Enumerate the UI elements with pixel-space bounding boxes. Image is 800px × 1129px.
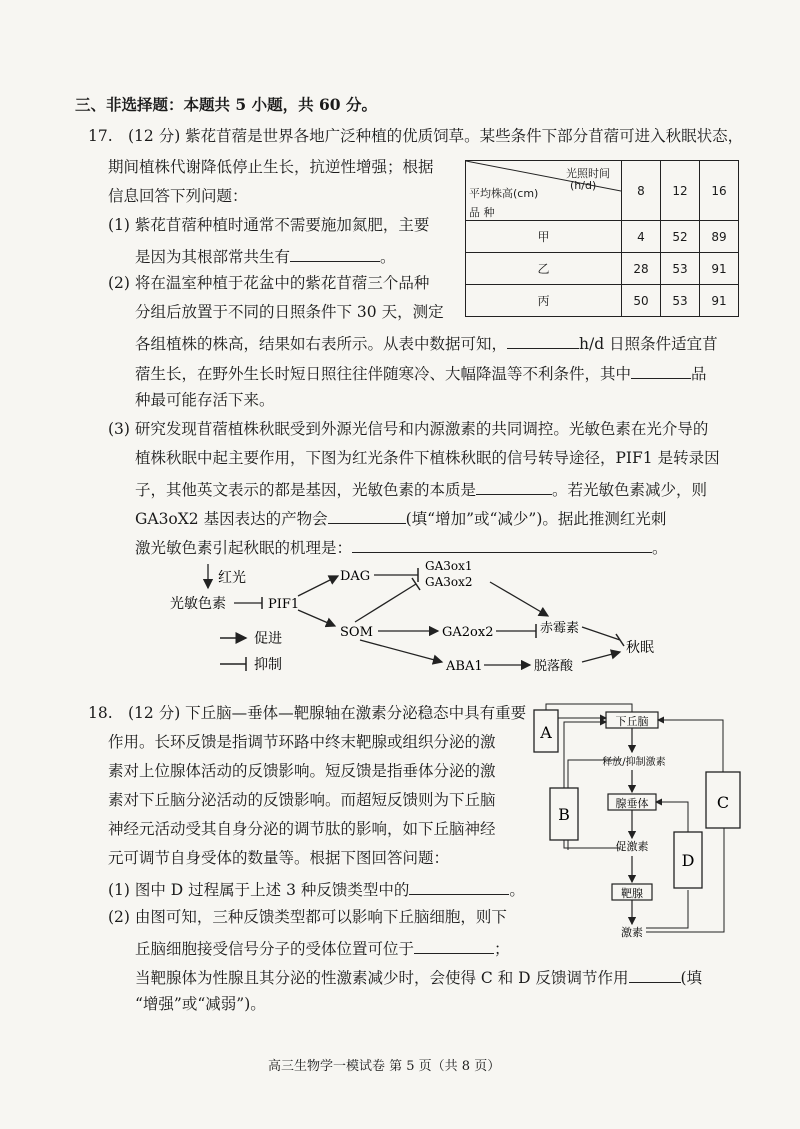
- pituitary-label: 腺垂体: [615, 797, 649, 810]
- table-row: [466, 221, 739, 253]
- q18-p2-line3: [135, 968, 702, 987]
- q17-p3-line4b: (填“增加”或“减少”)。据此推测红光刺: [405, 510, 667, 528]
- q17-p1-text: 是因为其根部常共生有: [135, 248, 291, 266]
- table-cell: 89: [700, 221, 739, 253]
- q18-p1: [108, 880, 525, 899]
- q17-p3-line1: (3) 研究发现苜蓿植株秋眠受到外源光信号和内源激素的共同调控。光敏色素在光介导的: [108, 420, 709, 438]
- q18-p2-line4: “增强”或“减弱”)。: [135, 995, 266, 1013]
- q18-line5: 神经元活动受其自身分泌的调节肽的影响，如下丘脑神经: [108, 820, 496, 838]
- q18-p2-line2-text: 丘脑细胞接受信号分子的受体位置可位于: [135, 940, 415, 958]
- q18-line2: 作用。长环反馈是指调节环路中终末靶腺或组织分泌的激: [108, 733, 496, 751]
- table-row-name: 丙: [466, 285, 622, 317]
- table-header-diagonal-cell: [466, 161, 622, 221]
- table-cell: 50: [622, 285, 661, 317]
- q17-p2-line3-text: 各组植株的株高，结果如右表所示。从表中数据可知，: [135, 335, 508, 353]
- q18-line4: 素对下丘脑分泌活动的反馈影响。而超短反馈则为下丘脑: [108, 791, 496, 809]
- hormone-label: 激素: [621, 926, 643, 939]
- red-light-label: 红光: [218, 570, 246, 586]
- table-cell: 91: [700, 253, 739, 285]
- q18-line3: 素对上位腺体活动的反馈影响。短反馈是指垂体分泌的激: [108, 762, 496, 780]
- dag-label: DAG: [340, 569, 371, 584]
- ga2ox2-label: GA2ox2: [442, 625, 494, 640]
- table-col-header: 12: [661, 161, 700, 221]
- table-cell: 91: [700, 285, 739, 317]
- q18-line1: (12 分) 下丘脑—垂体—靶腺轴在激素分泌稳态中具有重要: [128, 704, 527, 722]
- legend-promote-label: 促进: [254, 631, 282, 647]
- q18-p2-line3-text: 当靶腺体为性腺且其分泌的性激素减少时，会使得 C 和 D 反馈调节作用: [135, 969, 629, 987]
- aba1-label: ABA1: [446, 659, 483, 674]
- q17-p3-line5: [135, 538, 668, 557]
- q17-intro-line1: (12 分) 紫花苜蓿是世界各地广泛种植的优质饲草。某些条件下部分苜蓿可进入秋眠状态，: [128, 127, 744, 145]
- table-row-name: 乙: [466, 253, 622, 285]
- q17-intro-line2: 期间植株代谢降低停止生长，抗逆性增强；根据: [108, 158, 434, 176]
- q17-p2-line4-text: 蓿生长，在野外生长时短日照往往伴随寒冷、大幅降温等不利条件，其中: [135, 365, 632, 383]
- table-header-mid: 平均株高(cm): [469, 187, 539, 200]
- q17-intro-line3: 信息回答下列问题：: [108, 187, 248, 205]
- q18-p1-end: 。: [509, 881, 525, 899]
- q17-p2-line4b: 品: [691, 365, 707, 383]
- table-cell: 28: [622, 253, 661, 285]
- dormancy-label: 秋眠: [626, 640, 654, 656]
- q17-p2-line3b: h/d 日照条件适宜苜: [579, 335, 718, 353]
- q18-number: 18.: [88, 704, 113, 722]
- table-header-top: 光照时间: [566, 167, 610, 180]
- q18-p2-line1: (2) 由图可知，三种反馈类型都可以影响下丘脑细胞，则下: [108, 908, 507, 926]
- table-header-bottom: 品 种: [469, 206, 495, 219]
- label-a: A: [540, 723, 552, 742]
- q17-p3-end: 。: [652, 539, 668, 557]
- q17-p3-line4-text: GA3oX2 基因表达的产物会: [135, 510, 328, 528]
- q18-p1-answer-blank[interactable]: [409, 880, 509, 895]
- q17-p1-end: 。: [380, 248, 396, 266]
- q17-p3-answer-blank-3[interactable]: [352, 538, 652, 553]
- table-row-name: 甲: [466, 221, 622, 253]
- q18-feedback-diagram: [528, 700, 743, 955]
- q17-p2-line4: [135, 364, 707, 383]
- q17-p1-line2: [135, 247, 396, 266]
- q18-p2-line2-end: ；: [494, 940, 510, 958]
- q17-p3-line3: [135, 480, 707, 499]
- q17-p3-answer-blank-1[interactable]: [476, 480, 552, 495]
- q17-p3-line3b: 。若光敏色素减少，则: [552, 481, 708, 499]
- table-cell: 53: [661, 253, 700, 285]
- legend-inhibit-label: 抑制: [254, 657, 282, 673]
- q17-p3-line2: 植株秋眠中起主要作用，下图为红光条件下植株秋眠的信号转导途径，PIF1 是转录因: [135, 449, 720, 467]
- q17-p2-line3: [135, 334, 718, 353]
- q17-p3-line3-text: 子，其他英文表示的都是基因，光敏色素的本质是: [135, 481, 477, 499]
- hypothalamus-label: 下丘脑: [615, 715, 649, 728]
- q17-p2-answer-blank-1[interactable]: [507, 334, 579, 349]
- q18-p2-answer-blank-1[interactable]: [414, 939, 494, 954]
- table-row: [466, 285, 739, 317]
- label-b: B: [558, 805, 570, 824]
- table-cell: 52: [661, 221, 700, 253]
- som-label: SOM: [340, 625, 373, 640]
- release-hormone-label: 释放/抑制激素: [602, 757, 666, 768]
- label-d: D: [681, 851, 695, 870]
- target-gland-label: 靶腺: [621, 887, 643, 900]
- tropic-hormone-label: 促激素: [615, 840, 649, 853]
- abscisic-acid-label: 脱落酸: [534, 659, 574, 674]
- table-cell: 4: [622, 221, 661, 253]
- table-col-header: 8: [622, 161, 661, 221]
- q17-p2-answer-blank-2[interactable]: [631, 364, 691, 379]
- q17-p2-line1: (2) 将在温室种植于花盆中的紫花苜蓿三个品种: [108, 274, 430, 292]
- q18-p2-answer-blank-2[interactable]: [629, 968, 681, 983]
- q17-number: 17.: [88, 127, 113, 145]
- ga3ox1-label: GA3ox1: [425, 559, 473, 573]
- q18-p2-line2: [135, 939, 510, 958]
- label-c: C: [716, 793, 730, 812]
- page-footer: 高三生物学一模试卷 第 5 页（共 8 页）: [268, 1059, 501, 1074]
- q17-p1-line1: (1) 紫花苜蓿种植时通常不需要施加氮肥，主要: [108, 216, 430, 234]
- ga3ox2-label: GA3ox2: [425, 575, 473, 589]
- table-col-header: 16: [700, 161, 739, 221]
- q17-p2-line2: 分组后放置于不同的日照条件下 30 天，测定: [135, 303, 444, 321]
- table-row: [466, 253, 739, 285]
- q17-p1-answer-blank[interactable]: [290, 247, 380, 262]
- pif1-label: PIF1: [268, 597, 300, 612]
- gibberellin-label: 赤霉素: [540, 621, 580, 636]
- phytochrome-label: 光敏色素: [170, 596, 226, 612]
- q17-pathway-diagram: [150, 558, 670, 678]
- q18-line6: 元可调节自身受体的数量等。根据下图回答问题：: [108, 849, 450, 867]
- q18-p1-text: (1) 图中 D 过程属于上述 3 种反馈类型中的: [108, 881, 410, 899]
- table-cell: 53: [661, 285, 700, 317]
- q18-p2-line3b: (填: [680, 969, 703, 987]
- q17-data-table: [465, 160, 739, 317]
- q17-p3-line4: [135, 509, 666, 528]
- q17-p3-answer-blank-2[interactable]: [328, 509, 406, 524]
- q17-p2-line5: 种最可能存活下来。: [135, 391, 275, 409]
- q17-p3-line5-text: 激光敏色素引起秋眠的机理是：: [135, 539, 353, 557]
- table-header-unit: (h/d): [570, 179, 597, 192]
- section-header: 三、非选择题：本题共 5 小题，共 60 分。: [75, 95, 377, 114]
